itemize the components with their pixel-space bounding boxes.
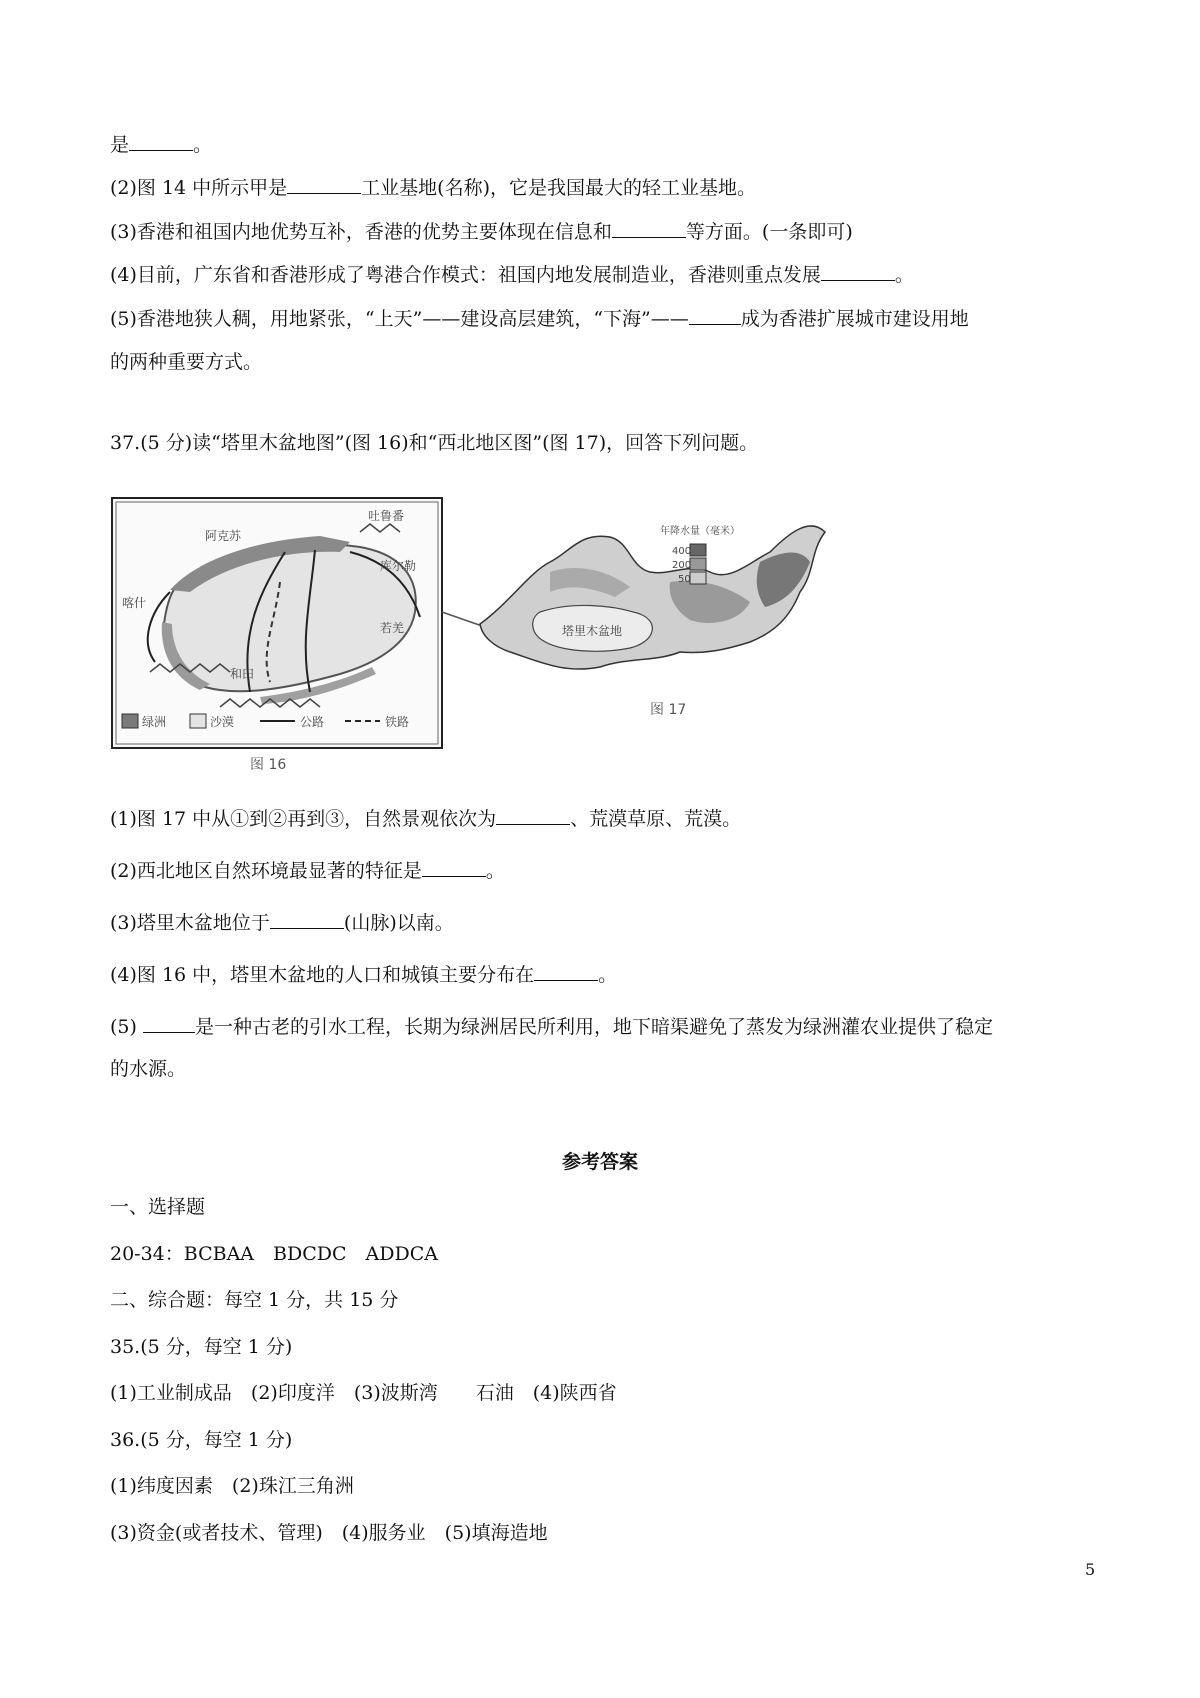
- answers-section2: 二、综合题：每空 1 分，共 15 分: [110, 1289, 399, 1311]
- answers-q35: (1)工业制成品 (2)印度洋 (3)波斯湾 石油 (4)陕西省: [110, 1382, 617, 1404]
- legend-value: 400: [672, 546, 692, 557]
- q36-continuation: 是 。: [110, 134, 213, 156]
- q37-part3: (3)塔里木盆地位于 (山脉)以南。: [110, 912, 454, 934]
- answer-blank: [422, 858, 486, 877]
- q37-figures: [110, 492, 890, 792]
- figure-17-map: [480, 524, 825, 669]
- q37-part5: (5) 是一种古老的引水工程，长期为绿洲居民所利用，地下暗渠避免了蒸发为绿洲灌农业提供了稳定: [110, 1016, 993, 1038]
- q37-stem: 37.(5 分)读“塔里木盆地图”(图 16)和“西北地区图”(图 17)，回答下列问题。: [110, 432, 759, 454]
- legend-swatch: [690, 544, 706, 556]
- place-label: 若羌: [380, 621, 405, 635]
- place-label: 库尔勒: [380, 559, 417, 573]
- answers-section1: 一、选择题: [110, 1196, 206, 1218]
- answers-q35-head: 35.(5 分，每空 1 分): [110, 1336, 293, 1358]
- place-label: 和田: [230, 667, 255, 681]
- answer-blank: [534, 962, 598, 981]
- q36-part2: (2)图 14 中所示甲是 工业基地(名称)，它是我国最大的轻工业基地。: [110, 177, 756, 199]
- legend-label: 绿洲: [142, 715, 167, 729]
- legend-label: 沙漠: [210, 715, 235, 729]
- legend-label: 铁路: [385, 715, 410, 729]
- answer-blank: [287, 175, 361, 194]
- figure-17-caption: 图 17: [650, 702, 687, 718]
- answers-q36-line1: (1)纬度因素 (2)珠江三角洲: [110, 1475, 354, 1497]
- legend-label: 公路: [300, 715, 325, 729]
- answer-blank: [143, 1014, 195, 1033]
- legend-value: 50: [678, 574, 691, 585]
- answer-blank: [496, 806, 570, 825]
- figure-16-map: [112, 498, 442, 748]
- legend-title: 年降水量（毫米）: [660, 526, 740, 537]
- connector-line: [442, 612, 485, 627]
- place-label: 阿克苏: [205, 529, 242, 543]
- tarim-maps: [110, 492, 890, 792]
- desert-swatch: [190, 714, 206, 728]
- answer-blank: [270, 910, 344, 929]
- oasis-swatch: [122, 714, 138, 728]
- place-label: 吐鲁番: [368, 509, 405, 523]
- q36-part3: (3)香港和祖国内地优势互补，香港的优势主要体现在信息和 等方面。(一条即可): [110, 221, 853, 243]
- answers-title: 参考答案: [561, 1151, 638, 1173]
- answers-q36-line2: (3)资金(或者技术、管理) (4)服务业 (5)填海造地: [110, 1522, 548, 1544]
- q37-part2: (2)西北地区自然环境最显著的特征是 。: [110, 860, 505, 882]
- answers-mc: 20-34：BCBAA BDCDC ADDCA: [110, 1243, 438, 1265]
- answer-blank: [612, 219, 686, 238]
- legend-swatch: [690, 558, 706, 570]
- answer-blank: [129, 132, 193, 151]
- answer-blank: [821, 262, 895, 281]
- legend-value: 200: [672, 560, 692, 571]
- q36-part5: (5)香港地狭人稠，用地紧张，“上天”——建设高层建筑，“下海”—— 成为香港扩展城市建设用地: [110, 308, 969, 330]
- q37-part5-line2: 的水源。: [110, 1058, 187, 1080]
- page-number: 5: [1085, 1560, 1096, 1579]
- figure-16-caption: 图 16: [250, 757, 287, 773]
- answer-blank: [689, 306, 741, 325]
- q36-part5-line2: 的两种重要方式。: [110, 351, 263, 373]
- q37-part4: (4)图 16 中，塔里木盆地的人口和城镇主要分布在 。: [110, 964, 618, 986]
- answers-q36-head: 36.(5 分，每空 1 分): [110, 1429, 293, 1451]
- place-label: 喀什: [122, 596, 147, 610]
- legend-swatch: [690, 572, 706, 584]
- basin-label: 塔里木盆地: [562, 624, 623, 638]
- q36-part4: (4)目前，广东省和香港形成了粤港合作模式：祖国内地发展制造业，香港则重点发展 。: [110, 264, 914, 286]
- q37-part1: (1)图 17 中从①到②再到③，自然景观依次为 、荒漠草原、荒漠。: [110, 808, 742, 830]
